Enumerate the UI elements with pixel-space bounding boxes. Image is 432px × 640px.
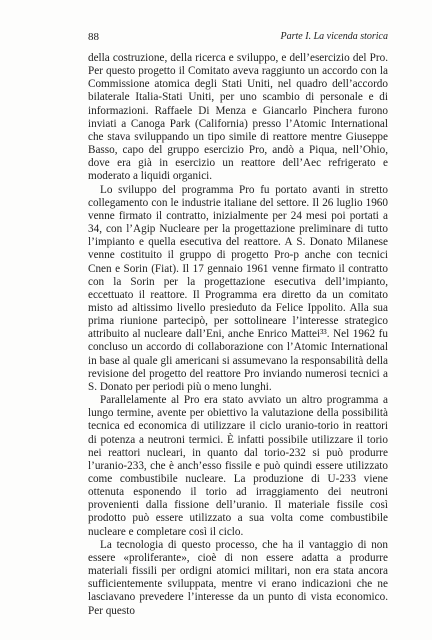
paragraph-1: della costruzione, della ricerca e sviluppo, e dell’esercizio del Pro. Per questo progetto il Comitato aveva raggiunto un accordo con la Commissione atomica degli Stati Uniti, nel quadro dell’accordo bilaterale Italia-Stati Uniti, per uno scambio di personale e di informazioni. Raffaele Di Menza e Giancarlo Pinchera furono inviati a Canoga Park (California) presso l’Atomic International che stava sviluppando un tipo simile di reattore mentre Giuseppe Basso, capo del gruppo esercizio Pro, andò a Piqua, nell’Ohio, dove era già in esercizio un reattore dell’Aec refrigerato e moderato a liquidi organici. bbox=[88, 52, 388, 183]
body-text bbox=[88, 52, 388, 618]
paragraph-3: Parallelamente al Pro era stato avviato un altro programma a lungo termine, avente per obiettivo la valutazione della possibilità tecnica ed economica di utilizzare il ciclo uranio-torio in reattori di potenza a neutroni termici. È infatti possibile utilizzare il torio nei reattori nucleari, in quanto dal torio-232 si può produrre l’uranio-233, che è anch’esso fissile e può quindi essere utilizzato come combustibile nucleare. La produzione di U-233 viene ottenuta esponendo il torio ad irraggiamento dei neutroni provenienti dalla fissione dell’uranio. Il materiale fissile così prodotto può essere utilizzato a sua volta come combustibile nucleare e completare così il ciclo. bbox=[88, 394, 388, 538]
paragraph-2: Lo sviluppo del programma Pro fu portato avanti in stretto collegamento con le industrie italiane del settore. Il 26 luglio 1960 venne firmato il contratto, inizialmente per 24 mesi poi portati a 34, con l’Agip Nucleare per la progettazione preliminare di tutto l’impianto e quella esecutiva del reattore. A S. Donato Milanese venne costituito il gruppo di progetto Pro-p anche con tecnici Cnen e Sorin (Fiat). Il 17 gennaio 1961 venne firmato il contratto con la Sorin per la progettazione esecutiva dell’impianto, eccettuato il reattore. Il Programma era diretto da un comitato misto ad altissimo livello presieduto da Felice Ippolito. Alla sua prima riunione partecipò, per sottolineare l’interesse strategico attribuito al nucleare dall’Eni, anche Enrico Mattei³³. Nel 1962 fu concluso un accordo di collaborazione con l’Atomic International in base al quale gli americani si assumevano la responsabilità della revisione del progetto del reattore Pro inviando numerosi tecnici a S. Donato per periodi più o meno lunghi. bbox=[88, 183, 388, 393]
paragraph-4: La tecnologia di questo processo, che ha il vantaggio di non essere «proliferante», cioè di non essere adatta a produrre materiali fissili per ordigni atomici militari, non era stata ancora sufficientemente sviluppata, mentre vi erano indicazioni che ne lasciavano prevedere l’interesse da un punto di vista economico. Per questo bbox=[88, 538, 388, 617]
page-header bbox=[88, 31, 388, 47]
running-head: Parte I. La vicenda storica bbox=[280, 31, 388, 42]
page-number: 88 bbox=[88, 31, 99, 43]
